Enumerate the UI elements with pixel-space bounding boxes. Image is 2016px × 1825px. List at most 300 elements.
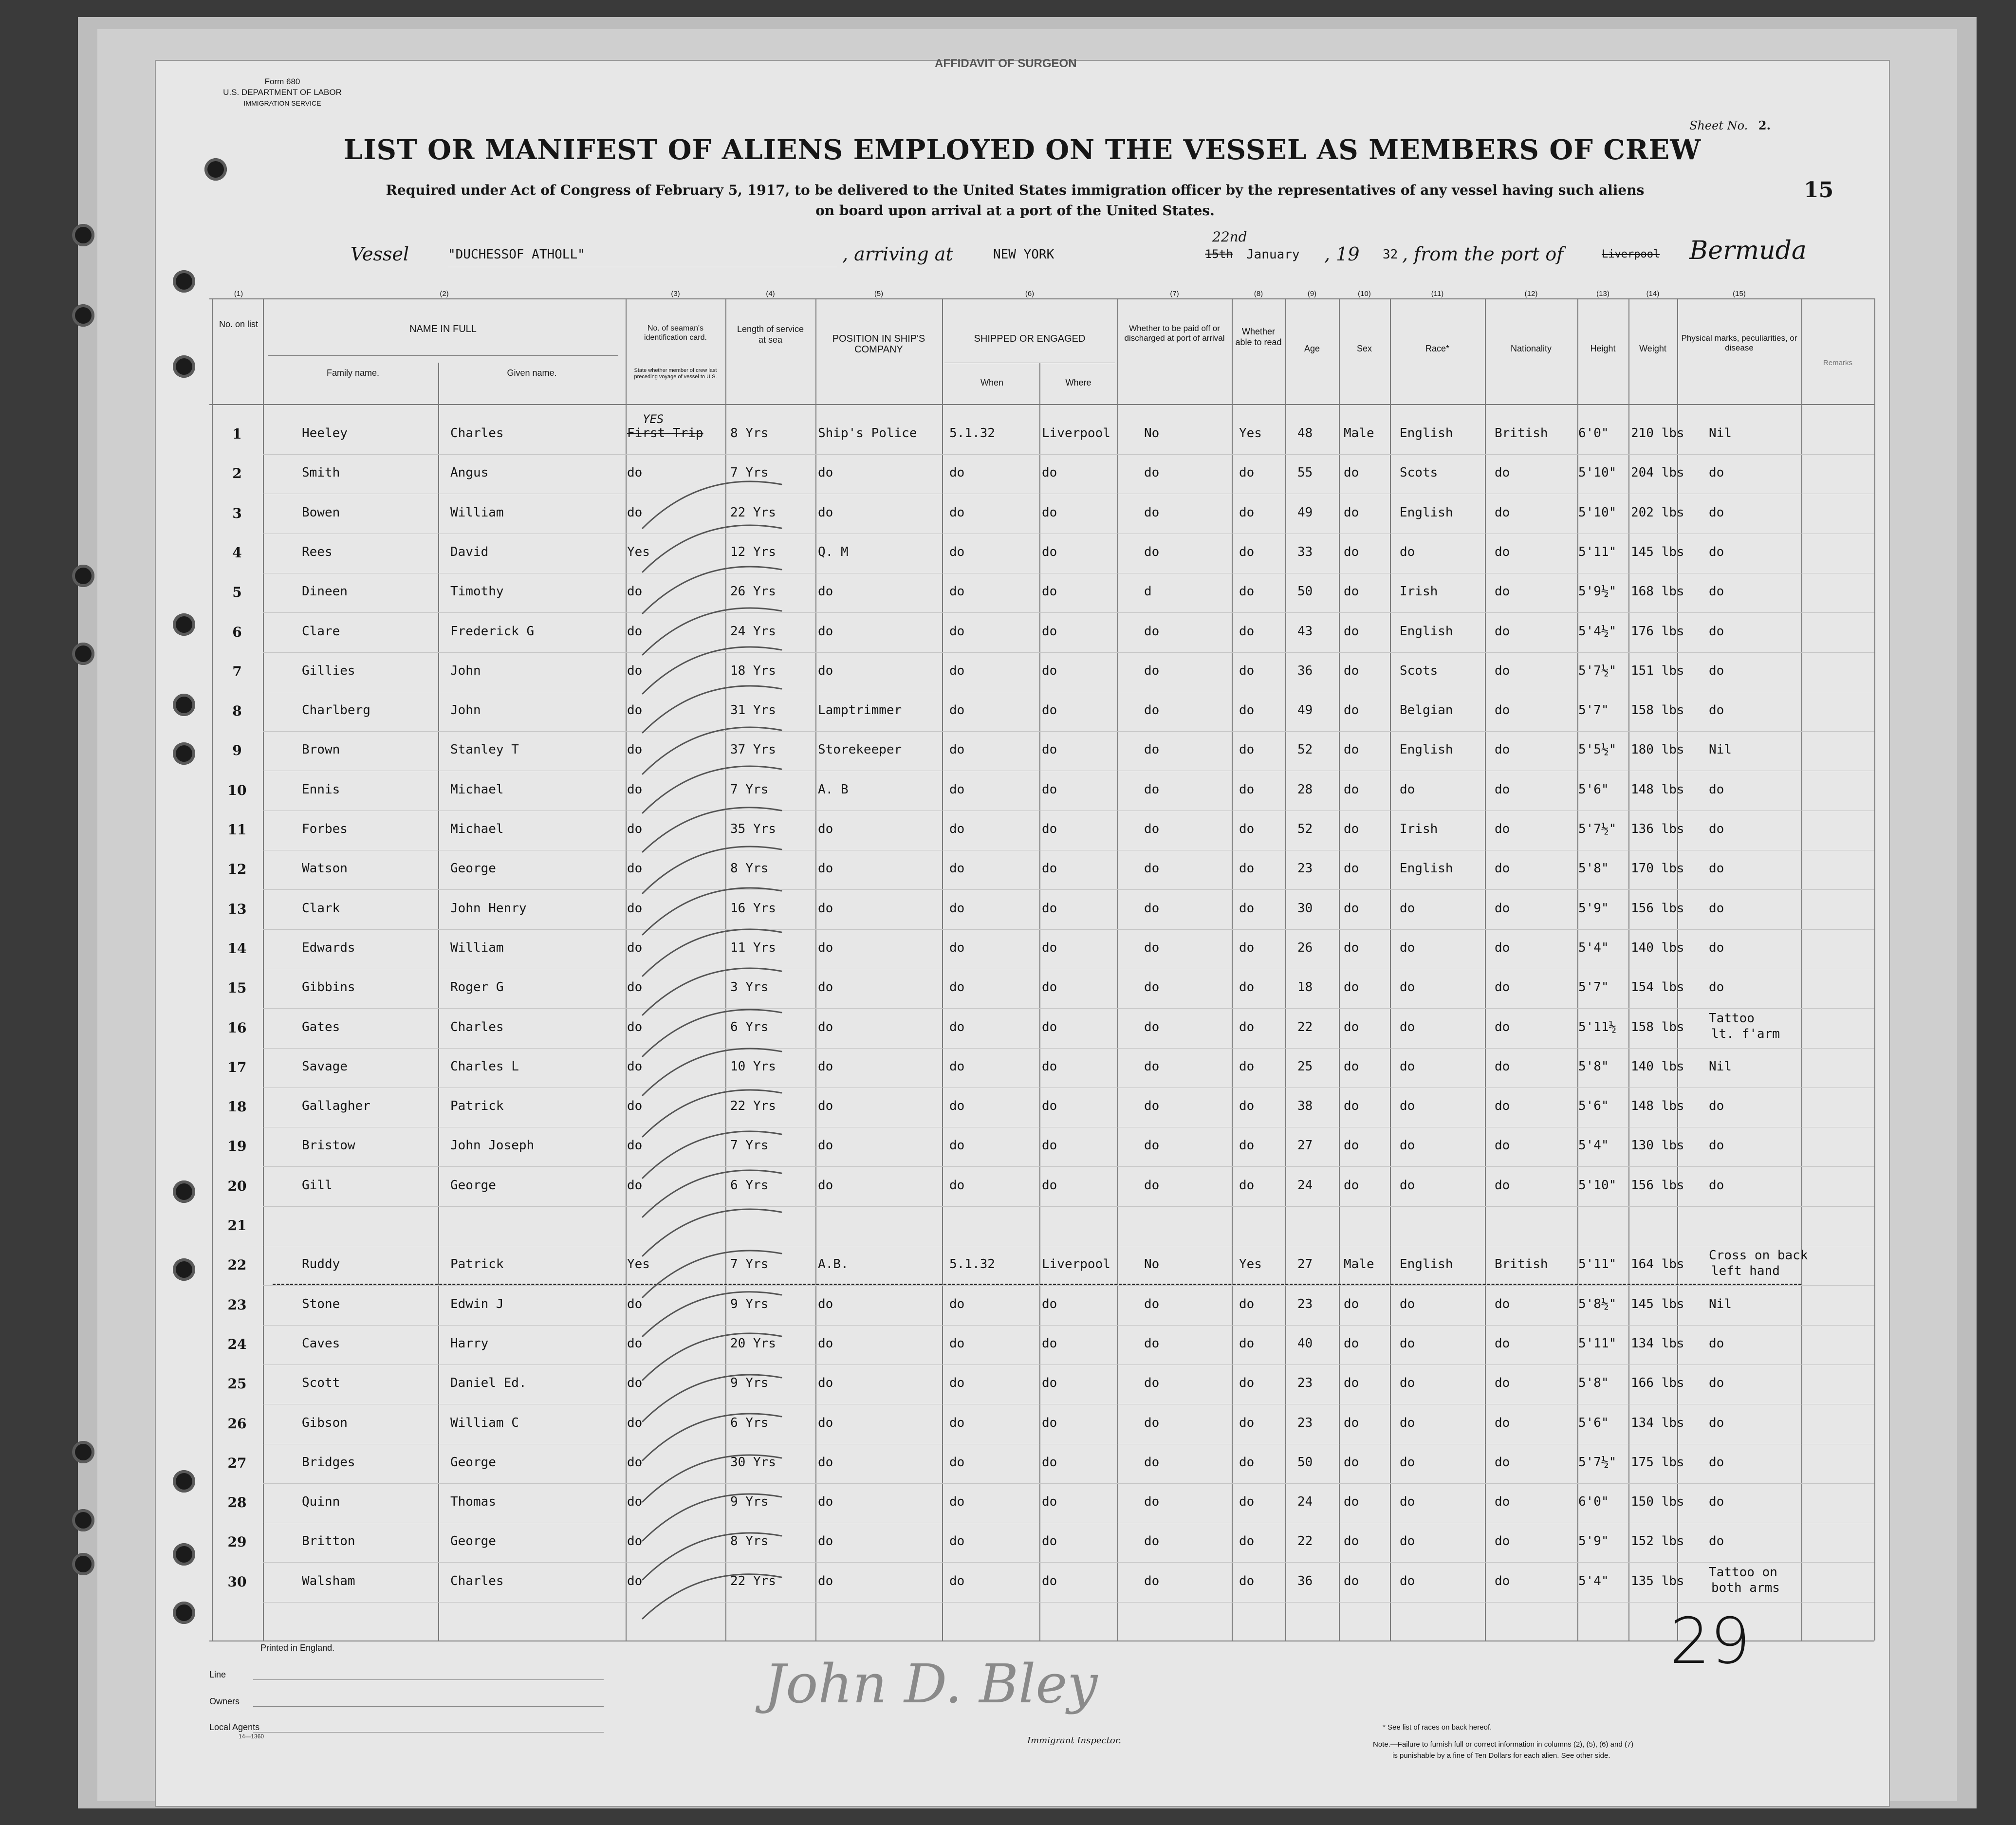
cell-nationality: British bbox=[1495, 426, 1548, 441]
cell-given: Charles L bbox=[450, 1059, 519, 1074]
cell-service: 16 Yrs bbox=[730, 901, 776, 916]
cell-sex: do bbox=[1344, 624, 1359, 639]
cell-position: do bbox=[818, 822, 833, 836]
cell-position: do bbox=[818, 901, 833, 916]
cell-card: do bbox=[627, 663, 643, 678]
cell-age: 36 bbox=[1297, 663, 1313, 678]
cell-given: Frederick G bbox=[450, 624, 535, 639]
cell-nationality: do bbox=[1495, 584, 1510, 599]
cell-height: 5'9½" bbox=[1578, 584, 1617, 599]
cell-weight: 156 lbs bbox=[1631, 1178, 1684, 1193]
cell-service: 31 Yrs bbox=[730, 703, 776, 718]
cell-when: do bbox=[949, 1178, 965, 1193]
cell-nationality: do bbox=[1495, 782, 1510, 797]
cell-service: 22 Yrs bbox=[730, 1099, 776, 1114]
cell-card: do bbox=[627, 1336, 643, 1351]
cell-given: John bbox=[450, 663, 481, 678]
cell-race: English bbox=[1400, 861, 1453, 876]
cell-weight: 210 lbs bbox=[1631, 426, 1684, 441]
cell-weight: 135 lbs bbox=[1631, 1573, 1684, 1588]
cell-family: Ennis bbox=[302, 782, 340, 797]
cell-race: do bbox=[1400, 901, 1415, 916]
cell-when: do bbox=[949, 544, 965, 559]
cell-where: do bbox=[1042, 1059, 1057, 1074]
cell-given: Michael bbox=[450, 782, 504, 797]
cell-where: do bbox=[1042, 742, 1057, 757]
cell-card: Yes bbox=[627, 544, 650, 559]
cell-family: Dineen bbox=[302, 584, 348, 599]
cell-height: 6'0" bbox=[1578, 426, 1609, 441]
cell-read: do bbox=[1239, 505, 1255, 520]
cell-nationality: do bbox=[1495, 1336, 1510, 1351]
cell-family: Rees bbox=[302, 544, 333, 559]
cell-height: 5'10" bbox=[1578, 505, 1617, 520]
cell-nationality: do bbox=[1495, 1494, 1510, 1510]
cell-when: do bbox=[949, 465, 965, 480]
agents-rule bbox=[253, 1732, 604, 1733]
cell-card: do bbox=[627, 584, 643, 599]
row-number: 9 bbox=[232, 742, 242, 759]
cell-service: 7 Yrs bbox=[730, 1257, 769, 1272]
cell-marks: do bbox=[1709, 703, 1724, 718]
races-note: * See list of races on back hereof. bbox=[1383, 1723, 1492, 1732]
cell-where: do bbox=[1042, 861, 1057, 876]
cell-family: Bristow bbox=[302, 1138, 355, 1153]
cell-age: 55 bbox=[1297, 465, 1313, 480]
cell-marks: do bbox=[1709, 1534, 1724, 1549]
cell-given: Angus bbox=[450, 465, 489, 480]
cell-sex: Male bbox=[1344, 426, 1374, 441]
cell-given: Thomas bbox=[450, 1494, 496, 1510]
cell-weight: 151 lbs bbox=[1631, 663, 1684, 678]
cell-paid: do bbox=[1144, 1455, 1160, 1470]
from-label: , from the port of bbox=[1402, 243, 1564, 265]
col-num: (6) bbox=[1025, 290, 1035, 298]
cell-marks: Nil bbox=[1709, 742, 1732, 757]
cell-height: 5'11" bbox=[1578, 544, 1617, 559]
owners-rule bbox=[253, 1706, 604, 1707]
row-number: 13 bbox=[227, 901, 247, 917]
cell-height: 5'11" bbox=[1578, 1257, 1617, 1272]
cell-when: do bbox=[949, 861, 965, 876]
cell-service: 22 Yrs bbox=[730, 505, 776, 520]
cell-when: do bbox=[949, 1019, 965, 1034]
cell-where: Liverpool bbox=[1042, 1257, 1110, 1272]
cell-when: do bbox=[949, 584, 965, 599]
cell-weight: 148 lbs bbox=[1631, 1099, 1684, 1114]
cell-given: Patrick bbox=[450, 1257, 504, 1272]
cell-family: Gillies bbox=[302, 663, 355, 678]
hdr-id-card-note: State whether member of crew last preceding voyage of vessel to U.S. bbox=[634, 368, 717, 380]
row-number: 10 bbox=[227, 782, 247, 798]
cell-position: do bbox=[818, 1415, 833, 1430]
inspector-signature: John D. Bley bbox=[764, 1653, 1098, 1715]
cell-given: William C bbox=[450, 1415, 519, 1430]
cell-marks: Nil bbox=[1709, 1059, 1732, 1074]
cell-marks: do bbox=[1709, 1178, 1724, 1193]
cell-service: 26 Yrs bbox=[730, 584, 776, 599]
cell-read: do bbox=[1239, 663, 1255, 678]
arrival-month: January bbox=[1246, 247, 1300, 262]
cell-service: 9 Yrs bbox=[730, 1296, 769, 1311]
cell-height: 5'6" bbox=[1578, 1415, 1609, 1430]
cell-position: do bbox=[818, 1178, 833, 1193]
cell-nationality: do bbox=[1495, 624, 1510, 639]
row-number: 4 bbox=[232, 544, 242, 561]
cell-paid: do bbox=[1144, 1178, 1160, 1193]
total-count: 29 bbox=[1670, 1604, 1751, 1678]
cell-age: 25 bbox=[1297, 1059, 1313, 1074]
cell-family: Stone bbox=[302, 1296, 340, 1311]
hdr-no-on-list: No. on list bbox=[219, 319, 259, 329]
cell-marks: do bbox=[1709, 1138, 1724, 1153]
cell-race: do bbox=[1400, 940, 1415, 955]
cell-when: do bbox=[949, 1296, 965, 1311]
cell-service: 3 Yrs bbox=[730, 980, 769, 995]
binder-hole bbox=[72, 1553, 94, 1575]
col-num: (15) bbox=[1733, 290, 1746, 298]
col-num: (5) bbox=[874, 290, 884, 298]
cell-where: do bbox=[1042, 624, 1057, 639]
cell-service: 22 Yrs bbox=[730, 1573, 776, 1588]
cell-height: 5'6" bbox=[1578, 1099, 1609, 1114]
cell-card: do bbox=[627, 1376, 643, 1391]
cell-when: do bbox=[949, 1534, 965, 1549]
row-number: 15 bbox=[227, 980, 247, 996]
cell-position: do bbox=[818, 1019, 833, 1034]
col-num: (7) bbox=[1170, 290, 1179, 298]
cell-race: Irish bbox=[1400, 822, 1438, 836]
cell-where: do bbox=[1042, 1138, 1057, 1153]
cell-paid: do bbox=[1144, 1494, 1160, 1510]
cell-nationality: do bbox=[1495, 940, 1510, 955]
cell-when: do bbox=[949, 1415, 965, 1430]
cell-card: do bbox=[627, 624, 643, 639]
cell-position: do bbox=[818, 1494, 833, 1510]
row-number: 1 bbox=[232, 426, 242, 442]
cell-nationality: do bbox=[1495, 1059, 1510, 1074]
cell-when: do bbox=[949, 1455, 965, 1470]
cell-position: do bbox=[818, 1099, 833, 1114]
cell-race: do bbox=[1400, 1336, 1415, 1351]
origin-struck: Liverpool bbox=[1602, 248, 1660, 260]
cell-sex: do bbox=[1344, 742, 1359, 757]
cell-read: do bbox=[1239, 742, 1255, 757]
cell-weight: 156 lbs bbox=[1631, 901, 1684, 916]
cell-nationality: do bbox=[1495, 663, 1510, 678]
col-num: (14) bbox=[1646, 290, 1660, 298]
cell-given: George bbox=[450, 861, 496, 876]
cell-service: 12 Yrs bbox=[730, 544, 776, 559]
hdr-shipped: SHIPPED OR ENGAGED bbox=[974, 333, 1086, 344]
cell-race: do bbox=[1400, 1138, 1415, 1153]
cell-race: do bbox=[1400, 1178, 1415, 1193]
cell-service: 10 Yrs bbox=[730, 1059, 776, 1074]
cell-paid: do bbox=[1144, 1019, 1160, 1034]
cell-paid: do bbox=[1144, 822, 1160, 836]
cell-nationality: do bbox=[1495, 980, 1510, 995]
cell-marks: do bbox=[1709, 1415, 1724, 1430]
cell-where: do bbox=[1042, 1455, 1057, 1470]
cell-read: do bbox=[1239, 1336, 1255, 1351]
cell-sex: do bbox=[1344, 940, 1359, 955]
cell-card: do bbox=[627, 1534, 643, 1549]
cell-nationality: do bbox=[1495, 1573, 1510, 1588]
cell-service: 7 Yrs bbox=[730, 782, 769, 797]
cell-sex: do bbox=[1344, 1059, 1359, 1074]
cell-where: do bbox=[1042, 663, 1057, 678]
cell-read: do bbox=[1239, 624, 1255, 639]
cell-card: do bbox=[627, 742, 643, 757]
cell-where: do bbox=[1042, 822, 1057, 836]
cell-race: English bbox=[1400, 1257, 1453, 1272]
cell-given: Harry bbox=[450, 1336, 489, 1351]
cell-given: John Joseph bbox=[450, 1138, 535, 1153]
cell-family: Clare bbox=[302, 624, 340, 639]
cell-where: do bbox=[1042, 1336, 1057, 1351]
row-number: 16 bbox=[227, 1019, 247, 1036]
form-number: Form 680 bbox=[264, 77, 300, 86]
owners-label: Owners bbox=[209, 1696, 240, 1706]
service: IMMIGRATION SERVICE bbox=[243, 99, 321, 107]
sheet-value: 2. bbox=[1758, 118, 1771, 132]
hdr-race: Race* bbox=[1425, 344, 1450, 353]
cell-weight: 145 lbs bbox=[1631, 1296, 1684, 1311]
cell-where: do bbox=[1042, 980, 1057, 995]
cell-where: do bbox=[1042, 1415, 1057, 1430]
cell-read: do bbox=[1239, 1376, 1255, 1391]
cell-nationality: British bbox=[1495, 1257, 1548, 1272]
cell-race: do bbox=[1400, 1455, 1415, 1470]
cell-nationality: do bbox=[1495, 742, 1510, 757]
cell-position: Storekeeper bbox=[818, 742, 902, 757]
cell-read: do bbox=[1239, 1415, 1255, 1430]
cell-read: do bbox=[1239, 782, 1255, 797]
cell-sex: do bbox=[1344, 1534, 1359, 1549]
col-num: (13) bbox=[1596, 290, 1609, 298]
cell-marks-line2: left hand bbox=[1711, 1264, 1780, 1279]
cell-height: 5'7½" bbox=[1578, 663, 1617, 678]
cell-height: 5'8½" bbox=[1578, 1296, 1617, 1311]
cell-age: 28 bbox=[1297, 782, 1313, 797]
cell-marks: do bbox=[1709, 1376, 1724, 1391]
cell-position: do bbox=[818, 1138, 833, 1153]
cell-height: 5'7½" bbox=[1578, 1455, 1617, 1470]
row-number: 22 bbox=[227, 1257, 247, 1273]
col-num: (2) bbox=[440, 290, 449, 298]
cell-marks: do bbox=[1709, 505, 1724, 520]
cell-weight: 202 lbs bbox=[1631, 505, 1684, 520]
year-prefix: , 19 bbox=[1324, 243, 1360, 265]
cell-age: 23 bbox=[1297, 1415, 1313, 1430]
cell-where: do bbox=[1042, 940, 1057, 955]
cell-family: Gill bbox=[302, 1178, 333, 1193]
line-rule bbox=[253, 1679, 604, 1680]
cell-where: do bbox=[1042, 505, 1057, 520]
cell-marks: do bbox=[1709, 663, 1724, 678]
cell-nationality: do bbox=[1495, 1138, 1510, 1153]
cell-age: 30 bbox=[1297, 901, 1313, 916]
cell-height: 5'7" bbox=[1578, 703, 1609, 718]
cell-paid: do bbox=[1144, 505, 1160, 520]
cell-paid: do bbox=[1144, 1099, 1160, 1114]
cell-race: do bbox=[1400, 1376, 1415, 1391]
row-number: 21 bbox=[227, 1217, 247, 1234]
cell-marks: Nil bbox=[1709, 426, 1732, 441]
cell-sex: Male bbox=[1344, 1257, 1374, 1272]
cell-weight: 158 lbs bbox=[1631, 703, 1684, 718]
cell-when: do bbox=[949, 624, 965, 639]
cell-height: 5'7" bbox=[1578, 980, 1609, 995]
cell-weight: 166 lbs bbox=[1631, 1376, 1684, 1391]
cell-given: David bbox=[450, 544, 489, 559]
cell-position: A. B bbox=[818, 782, 849, 797]
cell-sex: do bbox=[1344, 663, 1359, 678]
cell-sex: do bbox=[1344, 1019, 1359, 1034]
cell-marks: do bbox=[1709, 822, 1724, 836]
cell-height: 6'0" bbox=[1578, 1494, 1609, 1510]
row-number: 14 bbox=[227, 940, 247, 957]
cell-position: do bbox=[818, 1573, 833, 1588]
penalty-note-2: is punishable by a fine of Ten Dollars for each alien. See other side. bbox=[1392, 1751, 1610, 1760]
cell-service: 8 Yrs bbox=[730, 861, 769, 876]
cell-position: do bbox=[818, 940, 833, 955]
cell-read: do bbox=[1239, 1494, 1255, 1510]
row-number: 3 bbox=[232, 505, 242, 521]
cell-read: do bbox=[1239, 1059, 1255, 1074]
cell-nationality: do bbox=[1495, 544, 1510, 559]
cell-paid: do bbox=[1144, 1336, 1160, 1351]
cell-sex: do bbox=[1344, 901, 1359, 916]
cell-age: 50 bbox=[1297, 584, 1313, 599]
cell-when: do bbox=[949, 1059, 965, 1074]
cell-marks: do bbox=[1709, 940, 1724, 955]
cell-card: do bbox=[627, 1178, 643, 1193]
cell-weight: 134 lbs bbox=[1631, 1415, 1684, 1430]
cell-age: 18 bbox=[1297, 980, 1313, 995]
cell-where: do bbox=[1042, 1099, 1057, 1114]
cell-position: do bbox=[818, 1534, 833, 1549]
cell-age: 24 bbox=[1297, 1494, 1313, 1510]
cell-paid: do bbox=[1144, 901, 1160, 916]
agents-label: Local Agents bbox=[209, 1722, 260, 1732]
cell-when: do bbox=[949, 742, 965, 757]
row-number: 26 bbox=[227, 1415, 247, 1432]
cell-sex: do bbox=[1344, 1573, 1359, 1588]
cell-race: do bbox=[1400, 1059, 1415, 1074]
cell-service: 7 Yrs bbox=[730, 465, 769, 480]
hdr-given-name: Given name. bbox=[507, 368, 557, 378]
cell-family: Britton bbox=[302, 1534, 355, 1549]
cell-family: Scott bbox=[302, 1376, 340, 1391]
cell-position: Ship's Police bbox=[818, 426, 917, 441]
binder-hole bbox=[72, 643, 94, 665]
cell-card: do bbox=[627, 822, 643, 836]
cell-marks: Tattoo on bbox=[1709, 1565, 1777, 1580]
cell-where: do bbox=[1042, 1494, 1057, 1510]
cell-height: 5'4½" bbox=[1578, 624, 1617, 639]
row-number: 11 bbox=[227, 822, 247, 838]
cell-paid: do bbox=[1144, 465, 1160, 480]
cell-weight: 204 lbs bbox=[1631, 465, 1684, 480]
cell-read: do bbox=[1239, 1178, 1255, 1193]
manifest-sheet bbox=[156, 57, 1889, 1806]
row-number: 8 bbox=[232, 703, 242, 719]
sheet-label: Sheet No. bbox=[1689, 119, 1748, 132]
cell-family: Gates bbox=[302, 1019, 340, 1034]
printed-in: Printed in England. bbox=[260, 1643, 335, 1653]
cell-card: First Trip bbox=[627, 426, 703, 441]
cell-sex: do bbox=[1344, 822, 1359, 836]
row-number: 24 bbox=[227, 1336, 247, 1352]
cell-sex: do bbox=[1344, 1415, 1359, 1430]
cell-weight: 170 lbs bbox=[1631, 861, 1684, 876]
cell-when: do bbox=[949, 980, 965, 995]
cell-race: do bbox=[1400, 782, 1415, 797]
cell-height: 5'8" bbox=[1578, 1059, 1609, 1074]
cell-given: John bbox=[450, 703, 481, 718]
cell-service: 8 Yrs bbox=[730, 1534, 769, 1549]
col-num: (3) bbox=[671, 290, 680, 298]
cell-given: Daniel Ed. bbox=[450, 1376, 527, 1391]
cell-paid: do bbox=[1144, 782, 1160, 797]
cell-where: do bbox=[1042, 1019, 1057, 1034]
cell-race: English bbox=[1400, 742, 1453, 757]
day-handwritten: 22nd bbox=[1212, 229, 1247, 245]
year-suffix: 32 bbox=[1383, 247, 1398, 262]
cell-position: do bbox=[818, 1336, 833, 1351]
cell-card: do bbox=[627, 465, 643, 480]
cell-paid: do bbox=[1144, 1534, 1160, 1549]
cell-when: do bbox=[949, 505, 965, 520]
cell-card: do bbox=[627, 901, 643, 916]
cell-marks: do bbox=[1709, 861, 1724, 876]
cell-age: 43 bbox=[1297, 624, 1313, 639]
cell-race: do bbox=[1400, 1415, 1415, 1430]
vessel-label: Vessel bbox=[351, 243, 409, 265]
cell-service: 37 Yrs bbox=[730, 742, 776, 757]
cell-sex: do bbox=[1344, 1376, 1359, 1391]
cell-family: Caves bbox=[302, 1336, 340, 1351]
cell-age: 24 bbox=[1297, 1178, 1313, 1193]
cell-read: Yes bbox=[1239, 1257, 1262, 1272]
cell-read: do bbox=[1239, 940, 1255, 955]
cell-when: do bbox=[949, 1376, 965, 1391]
cell-when: do bbox=[949, 1494, 965, 1510]
cell-given: George bbox=[450, 1178, 496, 1193]
cell-family: Watson bbox=[302, 861, 348, 876]
cell-nationality: do bbox=[1495, 465, 1510, 480]
hdr-paid-off: Whether to be paid off or discharged at port of arrival bbox=[1124, 324, 1225, 343]
cell-weight: 168 lbs bbox=[1631, 584, 1684, 599]
cell-card: do bbox=[627, 1573, 643, 1588]
row-number: 27 bbox=[227, 1455, 247, 1471]
cell-service: 9 Yrs bbox=[730, 1494, 769, 1510]
cell-service: 7 Yrs bbox=[730, 1138, 769, 1153]
row-number: 25 bbox=[227, 1376, 247, 1392]
cell-age: 49 bbox=[1297, 703, 1313, 718]
col-num: (10) bbox=[1358, 290, 1371, 298]
row-number: 19 bbox=[227, 1138, 247, 1155]
penalty-note-1: Note.—Failure to furnish full or correct information in columns (2), (5), (6) and (7) bbox=[1373, 1740, 1634, 1749]
cell-age: 33 bbox=[1297, 544, 1313, 559]
cell-card-note: YES bbox=[643, 412, 664, 426]
cell-given: John Henry bbox=[450, 901, 527, 916]
cell-race: do bbox=[1400, 1534, 1415, 1549]
cell-weight: 136 lbs bbox=[1631, 822, 1684, 836]
cell-service: 6 Yrs bbox=[730, 1019, 769, 1034]
cell-paid: do bbox=[1144, 703, 1160, 718]
